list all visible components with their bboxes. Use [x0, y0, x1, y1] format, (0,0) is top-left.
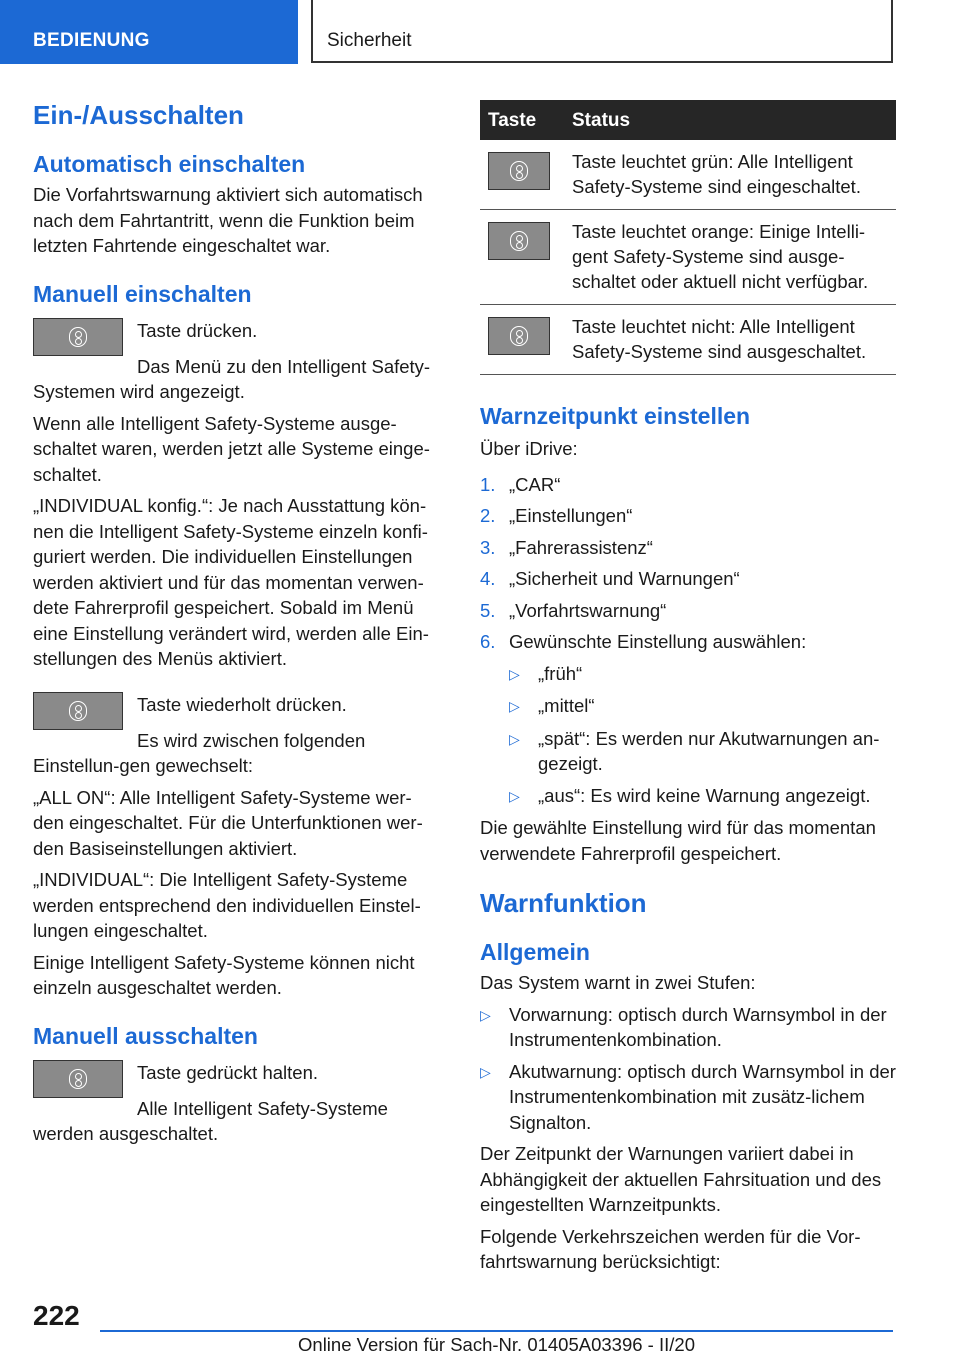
page-number: 222 [33, 1300, 80, 1331]
footer-divider [100, 1330, 893, 1332]
manual-on-paragraph-2: „INDIVIDUAL konfig.“: Je nach Ausstattung kön-nen die Intelligent Safety-Systeme einzeln konfi-guriert werden. Die individuellen Einstellungen werden aktiviert und für das momentan verwen-dete Fahrerprofil gespeichert. Sobald im Menü eine Einstellung verändert wird, werden alle Ein-stellungen des Menüs aktiviert. [33, 495, 429, 669]
function-title: Warnfunktion [480, 888, 647, 918]
manual-off-row [33, 1060, 438, 1098]
list-item: ▷ Akutwarnung: optisch durch Warnsymbol in der Instrumentenkombination mit zusätz-lichem Signalton. [480, 1059, 896, 1136]
options-list [509, 661, 896, 810]
triangle-bullet-icon: ▷ [509, 698, 520, 714]
assist-symbol-icon [69, 701, 87, 721]
table-cell-status: Taste leuchtet orange: Einige Intelli-gent Safety-Systeme sind ausge-schaltet oder aktuell nicht verfügbar. [564, 210, 896, 305]
table-cell-status: Taste leuchtet grün: Alle Intelligent Safety-Systeme sind eingeschaltet. [564, 140, 896, 210]
column-header-status: Status [564, 100, 896, 140]
triangle-bullet-icon: ▷ [480, 1063, 491, 1080]
table-row [480, 140, 896, 210]
triangle-bullet-icon: ▷ [480, 1006, 491, 1023]
chapter-box [311, 0, 893, 63]
status-table [480, 100, 896, 375]
assist-key-icon [33, 692, 123, 730]
manual-on-row [33, 318, 438, 356]
stages-intro: Das System warnt in zwei Stufen: [480, 972, 756, 993]
assist-key-icon [488, 152, 550, 190]
manual-on-action: Taste drücken. [137, 319, 258, 341]
assist-key-icon [33, 318, 123, 356]
manual-off-heading: Manuell ausschalten [33, 1022, 258, 1049]
warn-time-heading: Warnzeitpunkt einstellen [480, 403, 751, 429]
list-item: ▷ „mittel“ [509, 693, 896, 720]
steps-list [480, 472, 896, 655]
table-row [480, 210, 896, 305]
left-column [33, 100, 438, 1153]
section-tab [0, 0, 298, 64]
assist-key-icon [488, 222, 550, 260]
manual-on-heading: Manuell einschalten [33, 280, 252, 307]
right-column [480, 100, 896, 1281]
list-item: 1. „CAR“ [480, 473, 561, 495]
list-item: 5. „Vorfahrtswarnung“ [480, 599, 667, 621]
repeat-paragraph-1: „ALL ON“: Alle Intelligent Safety-Systeme wer-den eingeschaltet. Für die Unterfunktionen wer-den Basiseinstellungen aktiviert. [33, 786, 423, 859]
triangle-bullet-icon: ▷ [509, 665, 520, 682]
table-row [480, 305, 896, 375]
assist-key-icon [33, 1060, 123, 1098]
assist-symbol-icon [69, 1069, 87, 1089]
manual-off-result: Alle Intelligent Safety-Systeme werden ausgeschaltet. [33, 1097, 388, 1144]
saved-text: Die gewählte Einstellung wird für das momentan verwendete Fahrerprofil gespeichert. [480, 817, 876, 864]
chapter-label: Sicherheit [327, 30, 412, 51]
list-item: ▷ „aus“: Es wird keine Warnung angezeigt. [509, 783, 896, 810]
list-item: 2. „Einstellungen“ [480, 505, 633, 526]
assist-symbol-icon [69, 327, 87, 347]
footer-version: Online Version für Sach-Nr. 01405A03396 - II/20 [298, 1334, 695, 1355]
stages-list [480, 1002, 896, 1136]
repeat-action: Taste wiederholt drücken. [137, 693, 347, 715]
manual-on-paragraph-1: Wenn alle Intelligent Safety-Systeme ausge-schaltet waren, werden jetzt alle Systeme einge-schaltet. [33, 412, 430, 485]
auto-on-text: Die Vorfahrtswarnung aktiviert sich automatisch nach dem Fahrtantritt, wenn die Funktion beim letzten Fahrtende eingeschaltet war. [33, 184, 423, 256]
list-item: 3. „Fahrerassistenz“ [480, 536, 653, 558]
general-heading: Allgemein [480, 939, 590, 965]
auto-on-heading: Automatisch einschalten [33, 151, 306, 177]
repeat-paragraph-3: Einige Intelligent Safety-Systeme können nicht einzeln ausgeschaltet werden. [33, 951, 415, 998]
assist-symbol-icon [510, 161, 528, 181]
list-item: 4. „Sicherheit und Warnungen“ [480, 568, 740, 589]
section-label: BEDIENUNG [33, 30, 150, 51]
timing-text: Der Zeitpunkt der Warnungen variiert dabei in Abhängigkeit der aktuellen Fahrsituation und des eingestellten Warnzeitpunkts. [480, 1143, 882, 1215]
triangle-bullet-icon: ▷ [509, 730, 520, 747]
repeat-result: Es wird zwischen folgenden Einstellun-gen gewechselt: [33, 729, 366, 776]
manual-off-action: Taste gedrückt halten. [137, 1061, 318, 1083]
assist-symbol-icon [510, 326, 528, 346]
section-title: Ein-/Ausschalten [33, 100, 244, 130]
list-item: ▷ Vorwarnung: optisch durch Warnsymbol in der Instrumentenkombination. [480, 1002, 896, 1053]
list-item: 6. Gewünschte Einstellung auswählen: [480, 631, 807, 652]
column-header-key: Taste [480, 100, 564, 140]
assist-key-icon [488, 317, 550, 355]
repeat-paragraph-2: „INDIVIDUAL“: Die Intelligent Safety-Systeme werden entsprechend den individuellen Einstel-lungen eingeschaltet. [33, 869, 421, 941]
manual-on-result: Das Menü zu den Intelligent Safety-Systemen wird angezeigt. [33, 355, 431, 402]
assist-symbol-icon [510, 231, 528, 251]
idrive-intro: Über iDrive: [480, 438, 578, 459]
table-cell-status: Taste leuchtet nicht: Alle Intelligent Safety-Systeme sind ausgeschaltet. [564, 305, 896, 375]
list-item: ▷ „spät“: Es werden nur Akutwarnungen an-gezeigt. [509, 726, 896, 777]
signs-text: Folgende Verkehrszeichen werden für die Vor-fahrtswarnung berücksichtigt: [480, 1225, 861, 1272]
table-header-row [480, 100, 896, 140]
triangle-bullet-icon: ▷ [509, 787, 520, 804]
list-item: ▷ „früh“ [509, 661, 896, 688]
repeat-row [33, 692, 438, 730]
